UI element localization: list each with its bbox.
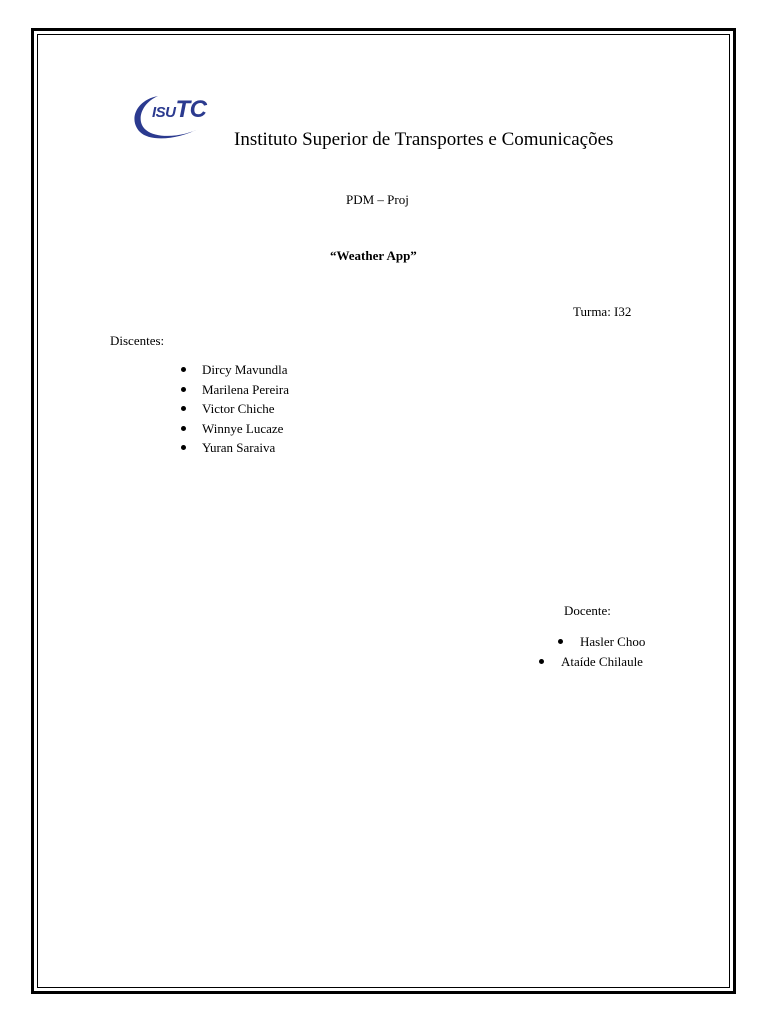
students-label: Discentes:: [110, 333, 165, 348]
logo-text: ISUTC: [152, 96, 207, 123]
student-name: Dircy Mavundla: [202, 362, 288, 377]
bullet-icon: [181, 367, 186, 372]
student-name: Victor Chiche: [202, 401, 275, 416]
bullet-icon: [181, 426, 186, 431]
teacher-label: Docente:: [564, 603, 611, 618]
teacher-name: Hasler Choo: [580, 634, 646, 649]
bullet-icon: [558, 639, 563, 644]
bullet-icon: [181, 406, 186, 411]
student-name: Marilena Pereira: [202, 381, 289, 397]
institution-name: Instituto Superior de Transportes e Comunicações: [234, 129, 614, 150]
bullet-icon: [539, 659, 544, 664]
list-item: [181, 360, 289, 380]
bullet-icon: [181, 387, 186, 392]
page-border-inner: [37, 34, 730, 988]
list-item: [181, 419, 289, 439]
bullet-icon: [181, 445, 186, 450]
list-item: [181, 380, 289, 400]
student-name: Winnye Lucaze: [202, 420, 284, 436]
project-title: “Weather App”: [330, 248, 417, 263]
list-item: [538, 632, 645, 652]
teachers-list: [538, 632, 645, 671]
student-name: Yuran Saraiva: [202, 440, 276, 455]
students-list: [181, 360, 289, 458]
list-item: [181, 438, 289, 458]
course-name: PDM – Proj: [346, 192, 409, 207]
list-item: [538, 652, 645, 672]
class-turma: Turma: I32: [573, 304, 632, 319]
teacher-name: Ataíde Chilaule: [561, 653, 643, 669]
list-item: [181, 399, 289, 419]
